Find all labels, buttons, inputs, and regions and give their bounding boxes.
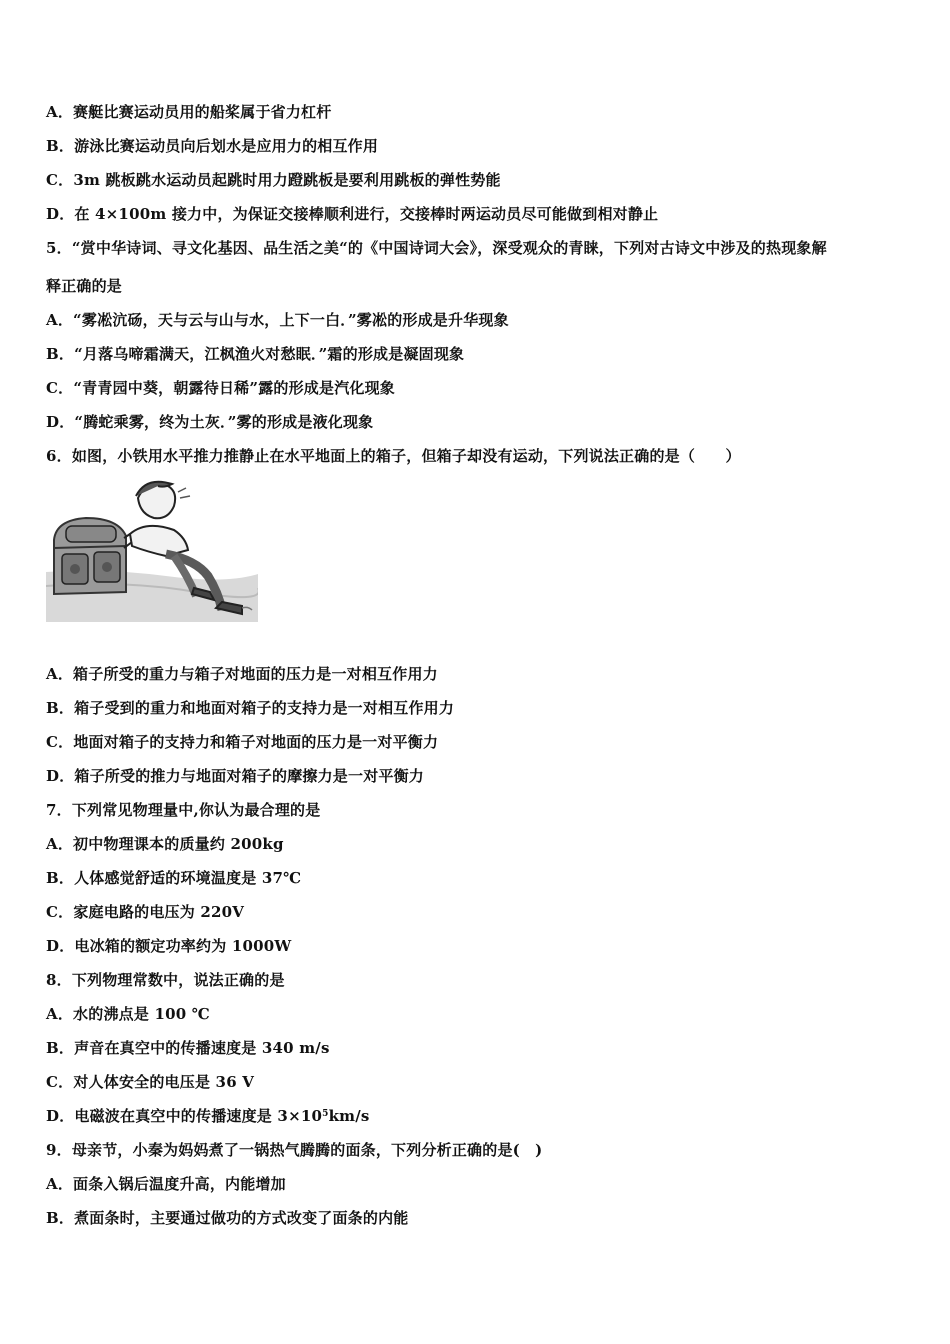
q8-option-d-unit: km/s: [328, 1107, 370, 1125]
q7-option-a: A．初中物理课本的质量约 200kg: [46, 835, 284, 853]
q8-option-d-exponent: 5: [322, 1109, 329, 1119]
q9-option-a: A．面条入锅后温度升高，内能增加: [46, 1175, 286, 1193]
q7-stem: 7．下列常见物理量中,你认为最合理的是: [46, 801, 321, 819]
q4-option-c: C．3m 跳板跳水运动员起跳时用力蹬跳板是要利用跳板的弹性势能: [46, 171, 501, 189]
q4-option-a: A．赛艇比赛运动员用的船桨属于省力杠杆: [46, 103, 332, 121]
q8-option-a: A．水的沸点是 100 ℃: [46, 1005, 210, 1023]
q8-option-c: C．对人体安全的电压是 36 V: [46, 1073, 255, 1091]
q6-option-b: B．箱子受到的重力和地面对箱子的支持力是一对相互作用力: [46, 699, 455, 717]
q7-option-c: C．家庭电路的电压为 220V: [46, 903, 245, 921]
q8-option-d: [46, 1106, 370, 1126]
q9-stem: 9．母亲节，小秦为妈妈煮了一锅热气腾腾的面条，下列分析正确的是( ): [46, 1141, 543, 1159]
q6-option-d: D．箱子所受的推力与地面对箱子的摩擦力是一对平衡力: [46, 767, 425, 785]
boy-pushing-box-illustration: [46, 476, 258, 622]
q8-stem: 8．下列物理常数中，说法正确的是: [46, 971, 285, 989]
q7-option-b: B．人体感觉舒适的环境温度是 37℃: [46, 869, 302, 887]
q5-option-a: A．“雾凇沆砀，天与云与山与水，上下一白．”雾凇的形成是升华现象: [46, 311, 509, 329]
q7-option-d: D．电冰箱的额定功率约为 1000W: [46, 937, 292, 955]
q5-option-d: D．“腾蛇乘雾，终为土灰．”雾的形成是液化现象: [46, 413, 374, 431]
q6-option-c: C．地面对箱子的支持力和箱子对地面的压力是一对平衡力: [46, 733, 439, 751]
q5-option-c: C．“青青园中葵，朝露待日稀”露的形成是汽化现象: [46, 379, 395, 397]
q4-option-d: D．在 4×100m 接力中，为保证交接棒顺利进行，交接棒时两运动员尽可能做到相对静止: [46, 205, 659, 223]
q5-stem-line2: 释正确的是: [46, 277, 123, 295]
q8-option-d-text: D．电磁波在真空中的传播速度是 3×10: [46, 1107, 323, 1125]
q5-option-b: B．“月落乌啼霜满天，江枫渔火对愁眠．”霜的形成是凝固现象: [46, 345, 465, 363]
q8-option-b: B．声音在真空中的传播速度是 340 m/s: [46, 1039, 330, 1057]
q9-option-b: B．煮面条时，主要通过做功的方式改变了面条的内能: [46, 1209, 409, 1227]
q6-stem: 6．如图，小铁用水平推力推静止在水平地面上的箱子，但箱子却没有运动，下列说法正确的是（ ）: [46, 447, 741, 465]
chest-icon: [54, 518, 126, 594]
q4-option-b: B．游泳比赛运动员向后划水是应用力的相互作用: [46, 137, 379, 155]
q6-option-a: A．箱子所受的重力与箱子对地面的压力是一对相互作用力: [46, 665, 438, 683]
q5-stem-line1: 5．“赏中华诗词、寻文化基因、品生活之美“的《中国诗词大会》，深受观众的青睐，下列对古诗文中涉及的热现象解: [46, 239, 827, 257]
